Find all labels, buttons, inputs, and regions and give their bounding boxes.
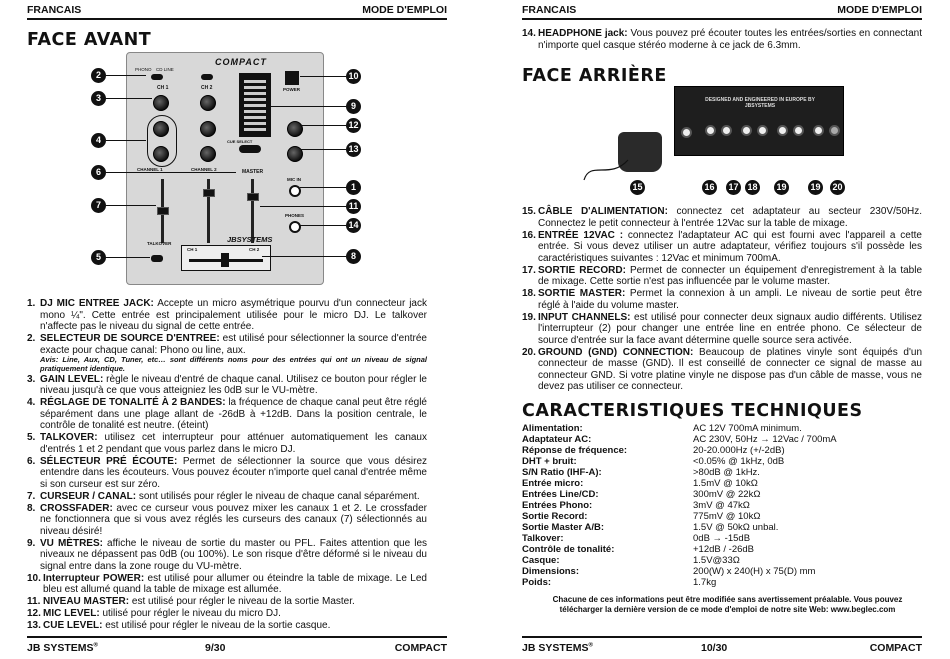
spec-value: 200(W) x 240(H) x 75(D) mm [693,566,816,577]
rca-jack [741,125,752,136]
item-number: 2. [27,333,36,344]
list-item [27,573,427,596]
callout-badge: 13 [346,142,361,157]
spec-value: <0.05% @ 1kHz, 0dB [693,456,785,467]
spec-key: Entrées Line/CD: [522,489,599,500]
phones-jack [289,221,301,233]
panel-label: CD LINE [156,67,174,72]
spec-value: 1.5V @ 50kΩ unbal. [693,522,779,533]
callout-line [300,125,346,126]
item-text: règle le niveau d'entré de chaque canal. Utilisez ce bouton pour régler le niveau jusqu'à ce que vous atteigniez les 0dB sur le VU-mètre. [40,373,427,396]
callout-badge: 19 [808,180,823,195]
header-language: FRANCAIS [27,4,82,16]
item-text: Vous pouvez pré écouter toutes les entrées/sorties en connectant n'importe quel casque stéréo moderne à ce jack de 6.3mm. [538,28,922,51]
panel-label: CH 2 [249,247,260,252]
footer-rule [27,636,447,638]
callout-line [300,187,346,188]
footer-brand-text: JB SYSTEMS [522,642,589,654]
callout-badge: 5 [91,250,106,265]
spec-key: Contrôle de tonalité: [522,544,615,555]
spec-value: 3mV @ 47kΩ [693,500,750,511]
item-number: 9. [27,537,36,549]
list-item [27,333,427,373]
header-doc-type: MODE D'EMPLOI [837,4,922,16]
footer-product: COMPACT [394,642,447,654]
page-header [27,4,447,18]
spec-key: Réponse de fréquence: [522,445,628,456]
item-number: 12. [27,608,41,619]
spec-value: 1.5V@33Ω [693,555,740,566]
item-text: est utilisé pour allumer ou éteindre la table de mixage. Le Led bleu est allumé quand la table de mixage est allumée. [43,572,427,595]
item-title: ENTRÉE 12VAC : [538,229,624,241]
page-header [522,4,922,18]
callout-badge: 14 [346,218,361,233]
master-fader [251,179,254,243]
callout-badge: 3 [91,91,106,106]
item-text: Permet de sélectionner la source que vous désirez entendre dans les écouteurs. Vous pouvez écouter n'importe quel canal d'entrée même si son curseur est sur zéro. [40,455,427,490]
headphone-item-list [522,28,922,52]
spec-value: +12dB / -26dB [693,544,755,555]
cue-select-switch [239,145,261,153]
callout-badge: 4 [91,133,106,148]
panel-label: MIC IN [287,177,301,182]
item-number: 4. [27,397,36,408]
callout-badge: 1 [346,180,361,195]
spec-key: Talkover: [522,533,564,544]
callout-badge: 20 [830,180,845,195]
item-number: 6. [27,455,36,467]
spec-value: AC 230V, 50Hz → 12Vac / 700mA [693,434,837,445]
list-item [27,432,427,455]
panel-label: MASTER [242,169,264,175]
callout-badge: 19 [774,180,789,195]
item-title: INPUT CHANNELS: [538,311,631,323]
callout-badge: 10 [346,69,361,84]
item-title: MIC LEVEL: [43,608,100,619]
item-text: Permet de connecter un équipement d'enregistrement à la table de mixage. Cette sortie n'est pas influencée par le volume master. [538,264,923,287]
callout-badge: 6 [91,165,106,180]
gain-knob-ch1 [153,95,169,111]
item-title: VU MÈTRES: [40,537,103,549]
list-item [27,374,427,397]
item-title: HEADPHONE jack: [538,28,628,39]
rear-panel-illustration [674,86,844,156]
item-number: 17. [522,264,536,276]
rca-jack [813,125,824,136]
item-title: TALKOVER: [40,432,98,443]
item-text: affiche le niveau de sortie du master ou PFL. Faites attention que les niveaux ne dépassent pas 0dB (ou 100%). Le son risque d'être déformé si le niveau du signal entre dans la zone rouge du VU-mètre. [40,537,428,572]
list-item [27,538,427,573]
footer-brand-text: JB SYSTEMS [27,642,94,654]
registered-mark: ® [93,642,98,649]
rca-jack [757,125,768,136]
header-language: FRANCAIS [522,4,577,16]
list-item [27,298,427,333]
item-text: est utilisé pour connecter deux signaux audio différents. Utilisez l'interrupteur (2) pour changer une entrée line en entrée phono. Ce sélecteur de source d'entrée sur la face avant détermine quelle source sera activée. [538,311,923,346]
talkover-switch [151,255,163,262]
spec-key: Dimensions: [522,566,580,577]
ac-input-jack [681,127,692,138]
panel-label: CHANNEL 2 [191,167,217,172]
fader-cap [157,207,169,215]
rca-jack [721,125,732,136]
spec-value: >80dB @ 1kHz. [693,467,760,478]
callout-line [268,106,346,107]
callout-badge: 16 [702,180,717,195]
callout-badge: 11 [346,199,361,214]
panel-label: CHANNEL 1 [137,167,163,172]
callout-line [106,257,150,258]
panel-label: PHONO [135,67,152,72]
item-title: CÂBLE D'ALIMENTATION: [538,206,668,217]
high-knob-ch2 [200,121,216,137]
spec-key: Casque: [522,555,560,566]
panel-label: TALKOVER [147,241,172,246]
callout-badge: 18 [745,180,760,195]
item-number: 19. [522,311,536,323]
panel-brand: COMPACT [215,57,267,67]
spec-key: Sortie Master A/B: [522,522,604,533]
vu-segments [244,77,266,133]
item-text: Beaucoup de platines vinyle sont équipés d'un connecteur de masse (GND). Il est conseillé de connecter ce signal de masse au connecteur GND. Si votre platine vinyle ne dispose pas d'un câble de masse, vous ne devez pas utiliser ce connecteur. [538,346,923,392]
rca-jack [705,125,716,136]
panel-label: POWER [283,87,301,92]
callout-line [106,140,146,141]
list-item [522,28,922,51]
callout-badge: 17 [726,180,741,195]
footer-brand [27,642,98,656]
list-item [27,620,427,632]
header-doc-type: MODE D'EMPLOI [362,4,447,16]
callout-line [300,76,346,77]
registered-mark: ® [588,642,593,649]
mic-level-knob [287,121,303,137]
front-panel-illustration [126,52,324,285]
item-text: est utilisé pour régler le niveau de la sortie casque. [102,620,331,631]
item-title: GROUND (GND) CONNECTION: [538,346,694,358]
footer-page-number: 10/30 [701,642,728,654]
item-number: 16. [522,229,536,241]
section-title-rear: FACE ARRIÈRE [522,66,667,86]
spec-value: 1.5mV @ 10kΩ [693,478,758,489]
panel-label: CH 1 [187,247,198,252]
item-number: 7. [27,490,36,502]
crossfader-cap [221,253,229,267]
item-title: SORTIE MASTER: [538,288,626,299]
item-text: avec ce curseur vous pouvez mixer les canaux 1 et 2. Le crossfader ne fonctionnera que si vous avez réglés les curseurs des canaux (7) sélectionnés au niveau désiré! [40,502,427,537]
callout-badge: 15 [630,180,645,195]
item-number: 13. [27,620,41,631]
callout-line [262,256,346,257]
source-switch [201,74,213,80]
panel-label: CUE SELECT [227,139,253,144]
spec-value: 775mV @ 10kΩ [693,511,761,522]
item-title: RÉGLAGE DE TONALITÉ À 2 BANDES: [40,397,226,408]
item-title: CURSEUR / CANAL: [40,490,137,502]
item-text: connectez cet adaptateur au secteur 230V/50Hz. Connectez le petit connecteur à l'entrée 12Vac sur la table de mixage. [538,206,923,229]
item-title: CROSSFADER: [40,502,113,514]
item-number: 18. [522,288,536,299]
front-panel-list [27,298,427,632]
panel-logo: JBSYSTEMS [227,235,273,244]
callout-line [106,172,236,173]
rca-jack [793,125,804,136]
spec-value: 1.7kg [693,577,717,588]
spec-key: Sortie Record: [522,511,588,522]
item-number: 5. [27,432,36,443]
item-title: GAIN LEVEL: [40,373,104,385]
tone-control-outline [147,115,177,167]
spec-value: 0dB → -15dB [693,533,751,544]
item-text: connectez l'adaptateur AC qui est fourni avec l'appareil a cette entrée. Si vous devez utiliser un autre adaptateur, vérifiez toujours s'il possède les caractéristiques suivantes : 12Vac et minimum 700mA. [538,229,922,264]
spec-key: Alimentation: [522,423,583,434]
item-number: 10. [27,572,41,584]
item-title: SELECTEUR DE SOURCE D'ENTREE: [40,333,220,344]
callout-line [260,206,346,207]
panel-label: CH 2 [201,85,213,91]
spec-key: Adaptateur AC: [522,434,592,445]
footer-product: COMPACT [869,642,922,654]
item-text: est utilisé pour sélectionner la source d'entrée exacte pour chaque canal: Phono ou line, aux. [40,333,427,356]
rear-designed-text: DESIGNED AND ENGINEERED IN EUROPE BY JBSYSTEMS [705,97,815,109]
list-item [27,491,427,503]
header-rule [522,18,922,20]
item-number: 1. [27,298,36,309]
item-number: 8. [27,502,36,514]
list-item [27,503,427,538]
callout-badge: 2 [91,68,106,83]
callout-line [106,75,146,76]
fader-cap [247,193,259,201]
item-text: Accepte un micro asymétrique pourvu d'un connecteur jack mono ¼". Cette entrée est principalement utilisée pour le micro DJ. Le talkover n'affecte pas le niveau du signal de cette entrée. [40,298,427,332]
item-title: DJ MIC ENTREE JACK: [40,298,154,309]
item-title: Interrupteur POWER: [43,572,145,584]
item-number: 20. [522,346,536,358]
list-item [27,456,427,491]
list-item [27,608,427,620]
adapter-cable [580,150,630,190]
item-text: est utilisé pour régler le niveau de la sortie Master. [129,596,355,607]
item-text: utilisez cet interrupteur pour atténuer automatiquement les canaux d'entrés 1 et 2 pendant que vous parlez dans le micro DJ. [40,432,427,455]
spec-value: 20-20.000Hz (+/-2dB) [693,445,785,456]
gain-knob-ch2 [200,95,216,111]
power-switch [285,71,299,85]
item-title: SORTIE RECORD: [538,264,626,276]
item-number: 14. [522,28,536,39]
fader-cap [203,189,215,197]
callout-line [106,98,152,99]
panel-label: PHONES [285,213,305,218]
callout-badge: 7 [91,198,106,213]
callout-line [300,225,346,226]
list-item [27,397,427,432]
spec-key: S/N Ratio (IHF-A): [522,467,602,478]
source-switch [151,74,163,80]
header-rule [27,18,447,20]
item-number: 15. [522,206,536,217]
spec-key: DHT + bruit: [522,456,577,467]
item-text: sont utilisés pour régler le niveau de chaque canal séparément. [136,490,420,502]
section-title-specs: CARACTERISTIQUES TECHNIQUES [522,401,863,421]
callout-badge: 12 [346,118,361,133]
rca-jack [777,125,788,136]
item-text: la fréquence de chaque canal peut être réglé séparément dans une plage allant de -26dB à +12dB. Dans la position centrale, le contrôle de tonalité est neutre. (éteint) [40,397,427,431]
callout-badge: 9 [346,99,361,114]
spec-value: 300mV @ 22kΩ [693,489,761,500]
item-title: SÉLECTEUR PRÉ ÉCOUTE: [40,455,178,467]
spec-key: Entrée micro: [522,478,584,489]
disclaimer-line: Chacune de ces informations peut être modifiée sans avertissement préalable. Vous pouvez [552,595,903,604]
callout-line [106,205,156,206]
spec-key: Entrées Phono: [522,500,593,511]
ground-terminal [829,125,840,136]
section-title-front: FACE AVANT [27,30,152,50]
panel-label: CH 1 [157,85,169,91]
low-knob-ch2 [200,146,216,162]
item-text: utilisé pour régler le niveau du micro DJ. [99,608,281,619]
item-number: 3. [27,373,36,385]
item-title: NIVEAU MASTER: [43,596,130,607]
spec-value: AC 12V 700mA minimum. [693,423,802,434]
callout-line [300,149,346,150]
item-text: Permet la connexion à un ampli. Le niveau de sortie peut être réglé à l'aide du volume master. [538,288,923,311]
item-number: 11. [27,596,41,607]
spec-key: Poids: [522,577,552,588]
disclaimer-line: télécharger la dernière version de ce mode d'emploi de notre site Web: www.beglec.com [559,605,896,614]
item-title: CUE LEVEL: [43,620,103,631]
footer-page-number: 9/30 [205,642,226,654]
list-item [27,596,427,608]
item-note: Avis: Line, Aux, CD, Tuner, etc… sont différents noms pour des entrées qui ont un niveau de signal pratiquement identique. [40,355,427,373]
callout-badge: 8 [346,249,361,264]
